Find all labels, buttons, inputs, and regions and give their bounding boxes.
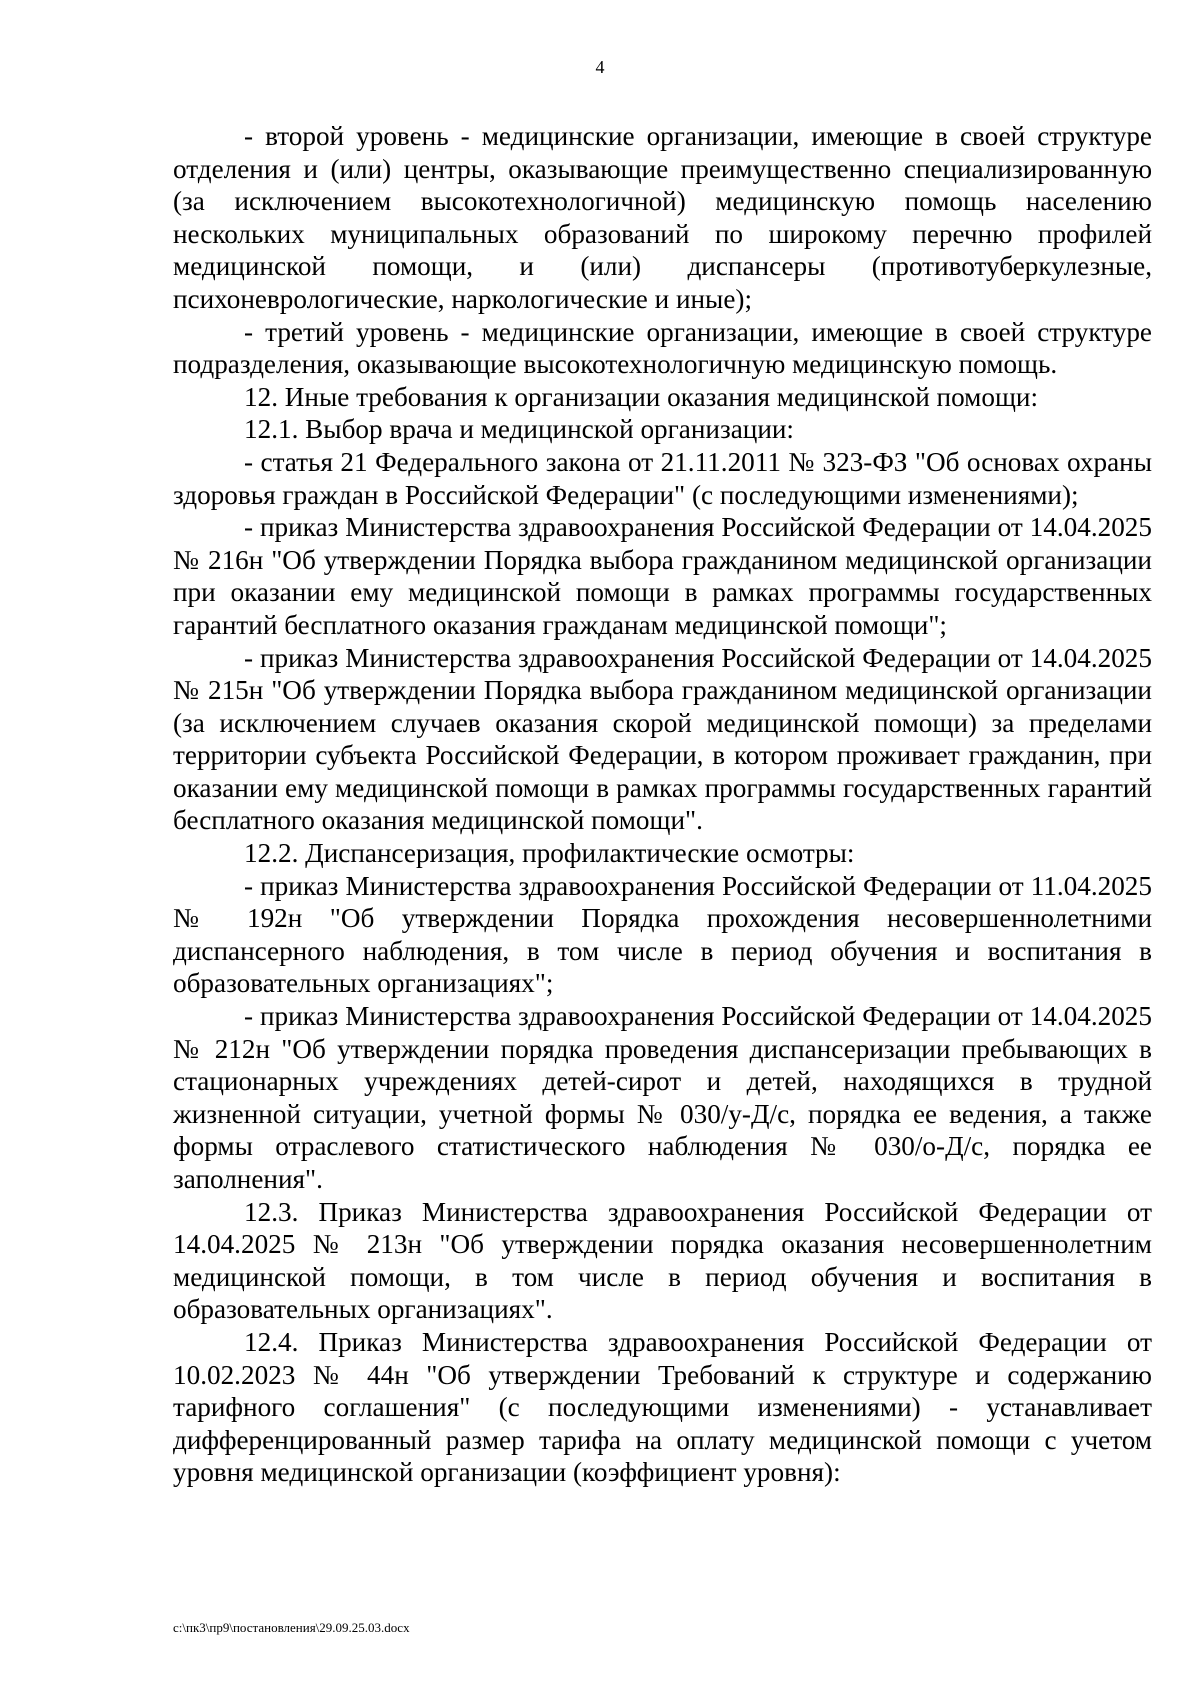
paragraph-section-12-3: 12.3. Приказ Министерства здравоохранения Российской Федерации от 14.04.2025 № 213н "Об утверждении порядка оказания несовершеннолетним медицинской помощи, в том числе в период обучения и воспитания в образовательных организациях". <box>173 1196 1152 1325</box>
document-body <box>173 120 1152 1489</box>
paragraph-order-215n: - приказ Министерства здравоохранения Российской Федерации от 14.04.2025 № 215н "Об утверждении Порядка выбора гражданином медицинской организации (за исключением случаев оказания скорой медицинской помощи) за пределами территории субъекта Российской Федерации, в котором проживает гражданин, при оказании ему медицинской помощи в рамках программы государственных гарантий бесплатного оказания медицинской помощи". <box>173 642 1152 836</box>
paragraph-federal-law-323: - статья 21 Федерального закона от 21.11.2011 № 323-ФЗ "Об основах охраны здоровья граждан в Российской Федерации" (с последующими изменениями); <box>173 446 1152 510</box>
paragraph-section-12-1: 12.1. Выбор врача и медицинской организации: <box>244 414 794 445</box>
footer-file-path: c:\пк3\пр9\постановления\29.09.25.03.docx <box>173 1620 410 1635</box>
paragraph-section-12-4: 12.4. Приказ Министерства здравоохранения Российской Федерации от 10.02.2023 № 44н "Об утверждении Требований к структуре и содержанию тарифного соглашения" (с последующими изменениями) - устанавливает дифференцированный размер тарифа на оплату медицинской помощи с учетом уровня медицинской организации (коэффициент уровня): <box>173 1326 1152 1488</box>
paragraph-third-level: - третий уровень - медицинские организации, имеющие в своей структуре подразделения, оказывающие высокотехнологичную медицинскую помощь. <box>173 316 1152 380</box>
paragraph-section-12-2: 12.2. Диспансеризация, профилактические осмотры: <box>244 838 855 869</box>
paragraph-section-12: 12. Иные требования к организации оказания медицинской помощи: <box>244 381 1039 412</box>
page-number: 4 <box>595 57 605 77</box>
paragraph-order-212n: - приказ Министерства здравоохранения Российской Федерации от 14.04.2025 № 212н "Об утверждении порядка проведения диспансеризации пребывающих в стационарных учреждениях детей-сирот и детей, находящихся в трудной жизненной ситуации, учетной формы № 030/у-Д/с, порядка ее ведения, а также формы отраслевого статистического наблюдения № 030/о-Д/с, порядка ее заполнения". <box>173 1001 1152 1194</box>
paragraph-order-216n: - приказ Министерства здравоохранения Российской Федерации от 14.04.2025 № 216н "Об утверждении Порядка выбора гражданином медицинской организации при оказании ему медицинской помощи в рамках программы государственных гарантий бесплатного оказания гражданам медицинской помощи"; <box>173 512 1152 640</box>
paragraph-second-level: - второй уровень - медицинские организации, имеющие в своей структуре отделения и (или) центры, оказывающие преимущественно специализированную (за исключением высокотехнологичной) медицинскую помощь населению нескольких муниципальных образований по широкому перечню профилей медицинской помощи, и (или) диспансеры (противотуберкулезные, психоневрологические, наркологические и иные); <box>173 121 1152 314</box>
paragraph-order-192n: - приказ Министерства здравоохранения Российской Федерации от 11.04.2025 № 192н "Об утверждении Порядка прохождения несовершеннолетними диспансерного наблюдения, в том числе в период обучения и воспитания в образовательных организациях"; <box>173 870 1152 999</box>
